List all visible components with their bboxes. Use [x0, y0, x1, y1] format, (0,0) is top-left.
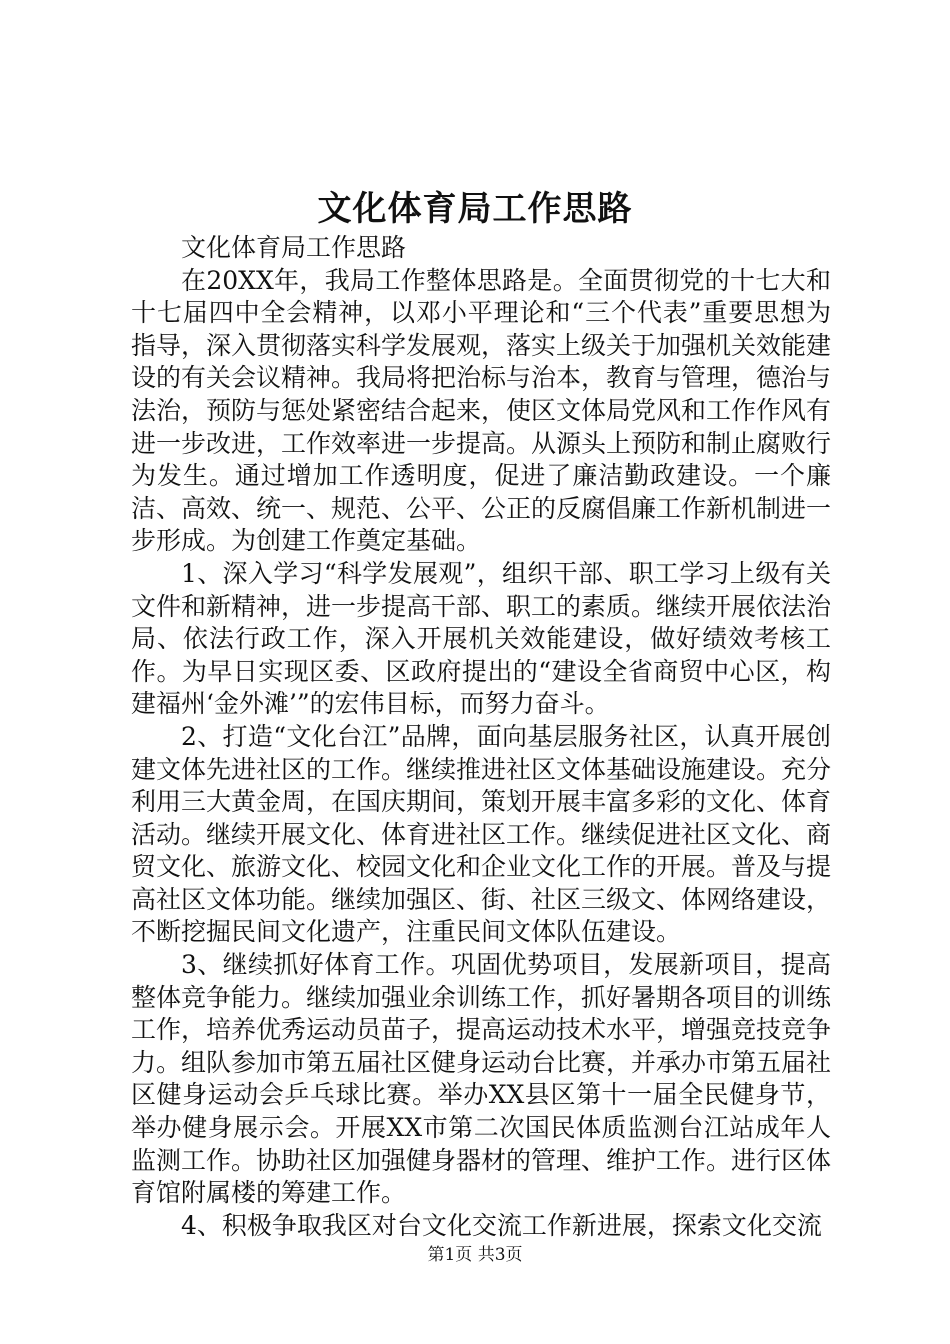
page-footer: 第1页 共3页: [427, 1245, 523, 1265]
paragraph-item-3: 3、继续抓好体育工作。巩固优势项目，发展新项目，提高整体竞争能力。继续加强业余训练工作，抓好暑期各项目的训练工作，培养优秀运动员苗子，提高运动技术水平，增强竞技竞争力。组队参加市第五届社区健身运动台比赛，并承办市第五届社区健身运动会乒乓球比赛。举办XX县区第十一届全民健身节，举办健身展示会。开展XX市第二次国民体质监测台江站成年人监测工作。协助社区加强健身器材的管理、维护工作。进行区体育馆附属楼的筹建工作。: [131, 950, 832, 1208]
paragraph-intro: 在20XX年，我局工作整体思路是。全面贯彻党的十七大和十七届四中全会精神，以邓小平理论和“三个代表”重要思想为指导，深入贯彻落实科学发展观，落实上级关于加强机关效能建设的有关会议精神。我局将把治标与治本，教育与管理，德治与法治，预防与惩处紧密结合起来，使区文体局党风和工作作风有进一步改进，工作效率进一步提高。从源头上预防和制止腐败行为发生。通过增加工作透明度，促进了廉洁勤政建设。一个廉洁、高效、统一、规范、公平、公正的反腐倡廉工作新机制进一步形成。为创建工作奠定基础。: [131, 265, 832, 556]
paragraph-subtitle: 文化体育局工作思路: [181, 233, 407, 262]
document-body: [131, 232, 831, 1242]
paragraph-item-1: 1、深入学习“科学发展观”，组织干部、职工学习上级有关文件和新精神，进一步提高干部、职工的素质。继续开展依法治局、依法行政工作，深入开展机关效能建设，做好绩效考核工作。为早日实现区委、区政府提出的“建设全省商贸中心区，构建福州‘金外滩’”的宏伟目标，而努力奋斗。: [131, 558, 832, 719]
document-title: 文化体育局工作思路: [317, 189, 633, 229]
paragraph-item-4: 4、积极争取我区对台文化交流工作新进展，探索文化交流: [181, 1210, 822, 1240]
paragraph-item-2: 2、打造“文化台江”品牌，面向基层服务社区，认真开展创建文体先进社区的工作。继续推进社区文体基础设施建设。充分利用三大黄金周，在国庆期间，策划开展丰富多彩的文化、体育活动。继续开展文化、体育进社区工作。继续促进社区文化、商贸文化、旅游文化、校园文化和企业文化工作的开展。普及与提高社区文体功能。继续加强区、街、社区三级文、体网络建设，不断挖掘民间文化遗产，注重民间文体队伍建设。: [131, 721, 832, 947]
